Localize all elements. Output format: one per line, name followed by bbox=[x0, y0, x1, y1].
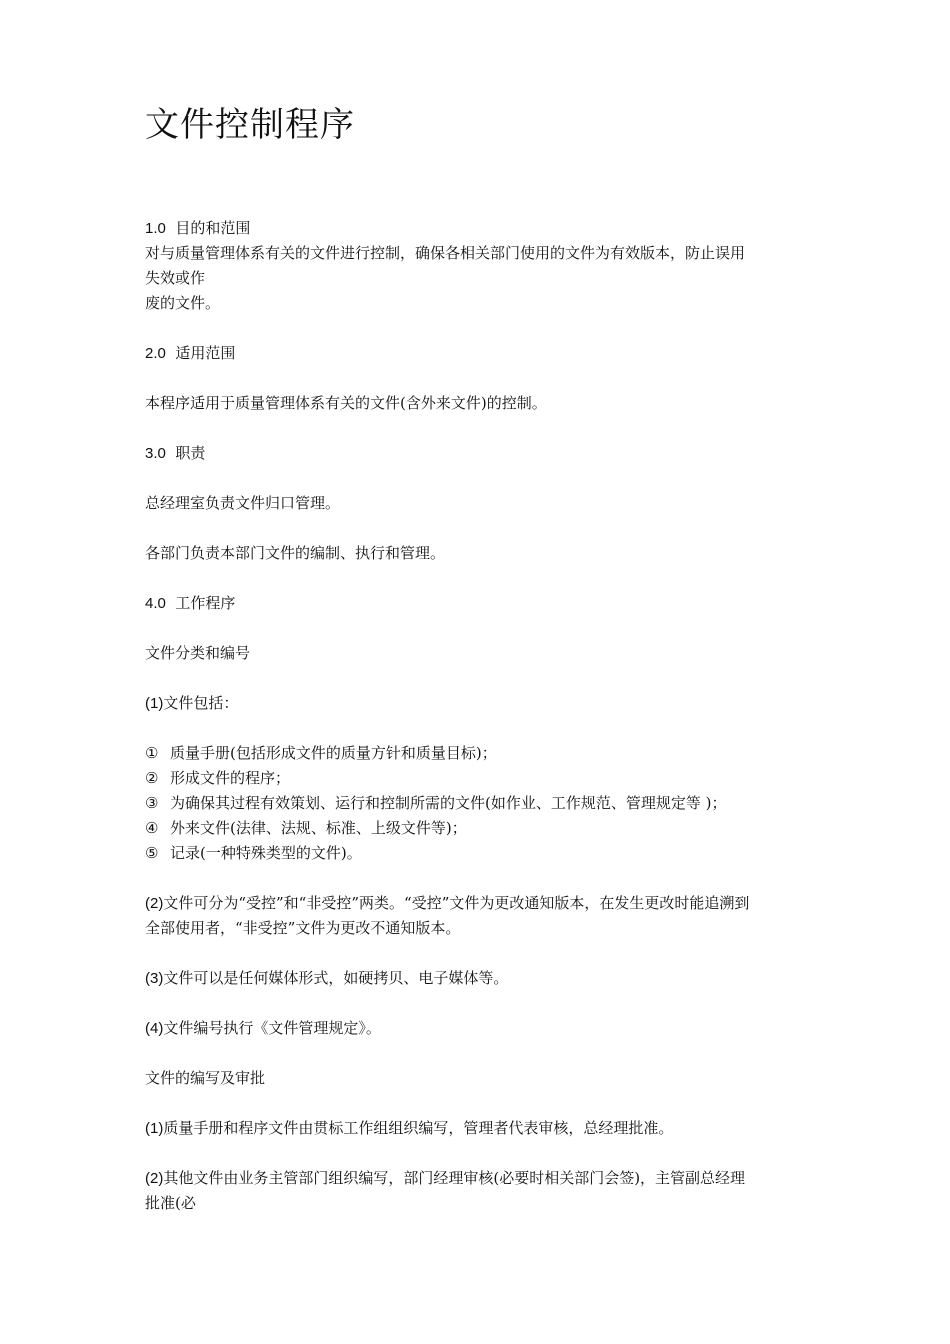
paragraph bbox=[145, 891, 813, 916]
paragraph bbox=[145, 1116, 813, 1141]
paragraph: 总经理室负责文件归口管理。 bbox=[145, 494, 341, 512]
paragraph bbox=[145, 691, 813, 716]
section-heading-text: 适用范围 bbox=[175, 344, 236, 362]
list-marker: ② bbox=[145, 769, 159, 787]
list-item-text: 质量手册(包括形成文件的质量方针和质量目标)； bbox=[170, 744, 497, 762]
list-item bbox=[145, 816, 813, 841]
paragraph: 各部门负责本部门文件的编制、执行和管理。 bbox=[145, 544, 446, 562]
item-text: 文件可以是任何媒体形式，如硬拷贝、电子媒体等。 bbox=[163, 969, 509, 987]
section-heading-text: 职责 bbox=[175, 444, 206, 462]
subheading: 文件分类和编号 bbox=[145, 644, 251, 662]
section-heading-4 bbox=[145, 591, 813, 616]
list-marker: ⑤ bbox=[145, 844, 159, 862]
paragraph: 废的文件。 bbox=[145, 294, 221, 312]
list-item bbox=[145, 841, 813, 866]
paragraph: 本程序适用于质量管理体系有关的文件(含外来文件)的控制。 bbox=[145, 394, 547, 412]
paragraph: 批准(必 bbox=[145, 1194, 196, 1212]
section-heading-1 bbox=[145, 216, 813, 241]
paragraph: 失效或作 bbox=[145, 269, 206, 287]
item-text: 文件编号执行《文件管理规定》。 bbox=[163, 1019, 381, 1037]
list-item bbox=[145, 791, 813, 816]
item-text: 文件可分为“受控”和“非受控”两类。“受控”文件为更改通知版本，在发生更改时能追溯到 bbox=[163, 894, 750, 912]
list-marker: ④ bbox=[145, 819, 159, 837]
section-number: 2.0 bbox=[145, 345, 166, 362]
list-item-text: 为确保其过程有效策划、运行和控制所需的文件(如作业、工作规范、管理规定等 )； bbox=[170, 794, 727, 812]
paragraph: 全部使用者，“非受控”文件为更改不通知版本。 bbox=[145, 919, 461, 937]
section-heading-text: 工作程序 bbox=[175, 594, 236, 612]
item-number: (4) bbox=[145, 1020, 164, 1037]
item-text: 文件包括： bbox=[163, 694, 239, 712]
document-body bbox=[145, 216, 813, 1216]
section-heading-text: 目的和范围 bbox=[175, 219, 251, 237]
document-title: 文件控制程序 bbox=[145, 105, 355, 145]
item-text: 质量手册和程序文件由贯标工作组组织编写，管理者代表审核，总经理批准。 bbox=[163, 1119, 674, 1137]
item-text: 其他文件由业务主管部门组织编写，部门经理审核(必要时相关部门会签)，主管副总经理 bbox=[163, 1169, 746, 1187]
list-marker: ③ bbox=[145, 794, 159, 812]
item-number: (2) bbox=[145, 895, 164, 912]
item-number: (3) bbox=[145, 970, 164, 987]
list-item bbox=[145, 741, 813, 766]
paragraph bbox=[145, 966, 813, 991]
list-item-text: 记录(一种特殊类型的文件)。 bbox=[170, 844, 362, 862]
list-item-text: 外来文件(法律、法规、标准、上级文件等)； bbox=[170, 819, 467, 837]
section-heading-2 bbox=[145, 341, 813, 366]
section-heading-3 bbox=[145, 441, 813, 466]
item-number: (1) bbox=[145, 695, 164, 712]
section-number: 4.0 bbox=[145, 595, 166, 612]
subheading: 文件的编写及审批 bbox=[145, 1069, 266, 1087]
section-number: 1.0 bbox=[145, 220, 166, 237]
list-item-text: 形成文件的程序； bbox=[170, 769, 291, 787]
list-marker: ① bbox=[145, 744, 159, 762]
list-item bbox=[145, 766, 813, 791]
item-number: (1) bbox=[145, 1120, 164, 1137]
paragraph bbox=[145, 1166, 813, 1191]
section-number: 3.0 bbox=[145, 445, 166, 462]
paragraph: 对与质量管理体系有关的文件进行控制，确保各相关部门使用的文件为有效版本，防止误用 bbox=[145, 244, 746, 262]
item-number: (2) bbox=[145, 1170, 164, 1187]
paragraph bbox=[145, 1016, 813, 1041]
